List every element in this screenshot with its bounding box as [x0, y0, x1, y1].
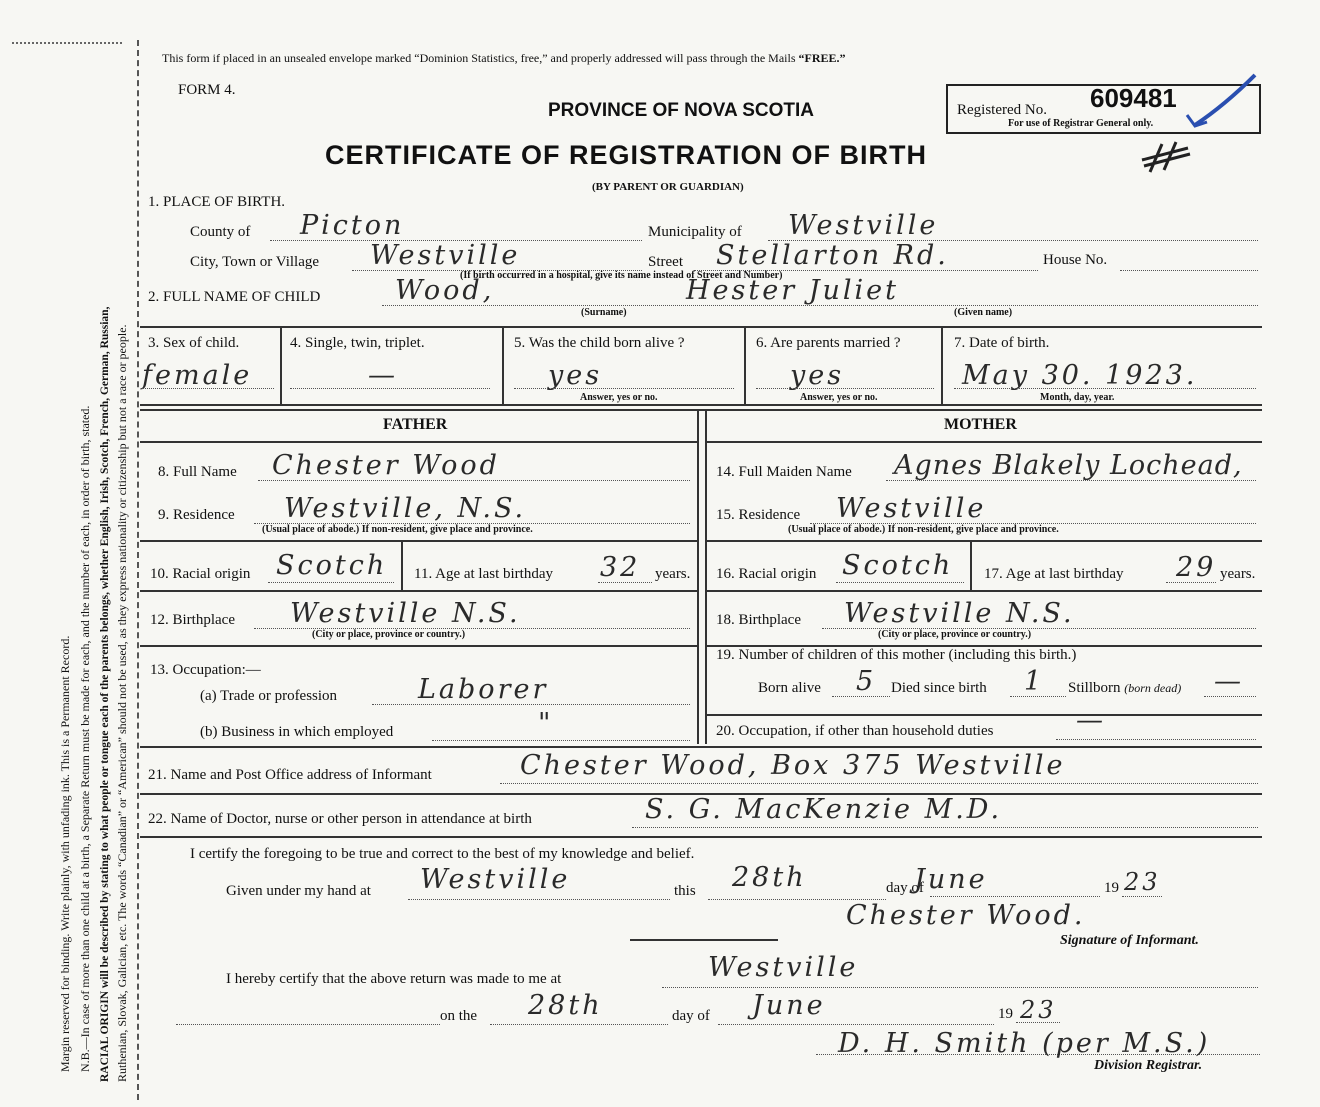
given-place: Westville: [420, 864, 571, 895]
plurality-label: 4. Single, twin, triplet.: [290, 335, 425, 351]
stillborn-label: Stillborn (born dead): [1068, 680, 1182, 696]
father-residence: Westville, N.S.: [284, 493, 527, 524]
father-racial-origin: Scotch: [276, 550, 388, 581]
scribble-mark-icon: [1138, 140, 1196, 180]
check-mark-icon: [1185, 70, 1265, 135]
registrar-signature: D. H. Smith (per M.S.): [838, 1028, 1211, 1059]
on-the-label: on the: [440, 1008, 478, 1024]
trade-value: Laborer: [418, 674, 549, 705]
father-occupation-label: 13. Occupation:—: [150, 662, 261, 678]
mother-occupation: —: [1076, 705, 1106, 736]
registrar-caption: Division Registrar.: [1094, 1058, 1203, 1073]
mother-residence-caption: (Usual place of abode.) If non-resident, give place and province.: [788, 524, 1059, 535]
given-under-label: Given under my hand at: [226, 883, 371, 899]
father-name-label: 8. Full Name: [158, 464, 237, 480]
county-label: County of: [190, 224, 251, 240]
father-birthplace: Westville N.S.: [290, 598, 521, 629]
father-birthplace-label: 12. Birthplace: [150, 612, 235, 628]
certify-statement: I certify the foregoing to be true and correct to the best of my knowledge and belief.: [190, 846, 695, 862]
father-heading: FATHER: [383, 416, 448, 433]
married-value: yes: [790, 360, 845, 391]
dob-value: May 30. 1923.: [962, 360, 1198, 391]
mother-birthplace-caption: (City or place, province or country.): [878, 629, 1032, 640]
sex-label: 3. Sex of child.: [148, 335, 240, 351]
child-name-label: 2. FULL NAME OF CHILD: [148, 289, 321, 305]
margin-note-binding: Margin reserved for binding. Write plainly, with unfading ink. This is a Permanent Record.: [58, 635, 72, 1072]
return-certify-label: I hereby certify that the above return was made to me at: [226, 971, 562, 987]
registrar-note: For use of Registrar General only.: [1008, 118, 1154, 129]
municipality-value: Westville: [788, 210, 939, 241]
dob-label: 7. Date of birth.: [954, 335, 1050, 351]
margin-note-racial-origin: RACIAL ORIGIN will be described by stating to what people or tongue each of the parents belongs, whether English, Irish, Scotch, French, German, Russian,: [99, 306, 111, 1082]
registered-number: 609481: [1090, 83, 1177, 113]
given-year: 23: [1124, 868, 1161, 896]
father-residence-label: 9. Residence: [158, 507, 235, 523]
father-age-label: 11. Age at last birthday: [414, 566, 553, 582]
born-alive-count-label: Born alive: [758, 680, 821, 696]
informant-signature: Chester Wood.: [846, 900, 1086, 931]
street-label: Street: [648, 254, 683, 270]
divider: [140, 326, 1262, 328]
return-year: 23: [1020, 996, 1057, 1024]
page-subtitle: (BY PARENT OR GUARDIAN): [592, 181, 744, 193]
mother-residence-label: 15. Residence: [716, 507, 801, 523]
mother-age-label: 17. Age at last birthday: [984, 566, 1124, 582]
stillborn-count: —: [1214, 666, 1244, 697]
father-years-label: years.: [655, 566, 691, 582]
born-alive-caption: Answer, yes or no.: [580, 392, 658, 403]
married-label: 6. Are parents married ?: [756, 335, 901, 351]
child-surname: Wood,: [395, 275, 495, 306]
city-label: City, Town or Village: [190, 254, 320, 270]
form-number: FORM 4.: [178, 82, 236, 98]
born-alive-count: 5: [856, 666, 877, 697]
died-since-birth-count: 1: [1024, 666, 1045, 697]
mother-name-label: 14. Full Maiden Name: [716, 464, 852, 480]
registered-label: Registered No.: [957, 102, 1047, 118]
given-name-caption: (Given name): [954, 307, 1013, 318]
doctor-value: S. G. MacKenzie M.D.: [645, 794, 1003, 825]
plurality-value: —: [368, 360, 398, 391]
place-of-birth-heading: 1. PLACE OF BIRTH.: [148, 194, 286, 210]
mother-residence: Westville: [836, 493, 987, 524]
mother-years-label: years.: [1220, 566, 1256, 582]
county-value: Picton: [300, 210, 405, 241]
married-caption: Answer, yes or no.: [800, 392, 878, 403]
margin-fold-line: [12, 42, 122, 44]
mother-age: 29: [1176, 552, 1217, 583]
given-day: 28th: [732, 862, 807, 893]
father-residence-caption: (Usual place of abode.) If non-resident, give place and province.: [262, 524, 533, 535]
municipality-label: Municipality of: [648, 224, 742, 240]
mother-racial-label: 16. Racial origin: [716, 566, 817, 582]
margin-note-racial-words: Ruthenian, Slovak, Galician, etc. The words “Canadian” or “American” should not be used, as they express nationality or citizenship but not a race or people.: [115, 324, 129, 1082]
return-day-of-label: day of: [672, 1008, 710, 1024]
dob-caption: Month, day, year.: [1040, 392, 1115, 403]
return-month: June: [752, 990, 826, 1021]
return-day: 28th: [528, 990, 603, 1021]
born-alive-value: yes: [548, 360, 603, 391]
surname-caption: (Surname): [581, 307, 627, 318]
mother-heading: MOTHER: [944, 416, 1017, 433]
mother-occupation-label: 20. Occupation, if other than household duties: [716, 723, 994, 739]
page-title: CERTIFICATE OF REGISTRATION OF BIRTH: [325, 140, 927, 170]
business-label: (b) Business in which employed: [200, 724, 394, 740]
house-number-label: House No.: [1043, 252, 1108, 268]
trade-label: (a) Trade or profession: [200, 688, 338, 704]
mail-notice: This form if placed in an unsealed envelope marked “Dominion Statistics, free,” and properly addressed will pass through the Mails “FREE.”: [162, 51, 846, 65]
business-value: ": [538, 708, 554, 739]
binding-margin-line: [137, 40, 139, 1100]
child-given-name: Hester Juliet: [686, 275, 900, 306]
street-value: Stellarton Rd.: [716, 240, 949, 271]
return-place: Westville: [708, 952, 859, 983]
died-since-birth-label: Died since birth: [891, 680, 987, 696]
mother-name: Agnes Blakely Lochead,: [894, 450, 1243, 481]
mother-birthplace-label: 18. Birthplace: [716, 612, 801, 628]
children-count-label: 19. Number of children of this mother (including this birth.): [716, 647, 1077, 663]
father-age: 32: [600, 552, 641, 583]
this-label: this: [674, 883, 696, 899]
informant-value: Chester Wood, Box 375 Westville: [520, 750, 1066, 781]
hospital-note: (If birth occurred in a hospital, give its name instead of Street and Number): [460, 270, 783, 281]
sex-value: female: [142, 360, 253, 391]
informant-signature-caption: Signature of Informant.: [1060, 933, 1199, 948]
given-day-of-label: day of: [886, 880, 924, 896]
mother-birthplace: Westville N.S.: [844, 598, 1075, 629]
return-year-prefix: 19: [998, 1006, 1013, 1022]
province-heading: PROVINCE OF NOVA SCOTIA: [548, 100, 815, 121]
margin-note-multiple-births: N.B.—In case of more than one child at a birth, a Separate Return must be made for each, and the number of each, in order of birth, stated.: [78, 405, 92, 1072]
city-value: Westville: [370, 240, 521, 271]
informant-label: 21. Name and Post Office address of Informant: [148, 767, 432, 783]
father-birthplace-caption: (City or place, province or country.): [312, 629, 466, 640]
given-month: June: [914, 864, 988, 895]
father-name: Chester Wood: [272, 450, 500, 481]
father-racial-label: 10. Racial origin: [150, 566, 251, 582]
doctor-label: 22. Name of Doctor, nurse or other person in attendance at birth: [148, 811, 532, 827]
given-year-prefix: 19: [1104, 880, 1119, 896]
born-alive-label: 5. Was the child born alive ?: [514, 335, 685, 351]
mother-racial-origin: Scotch: [842, 550, 954, 581]
